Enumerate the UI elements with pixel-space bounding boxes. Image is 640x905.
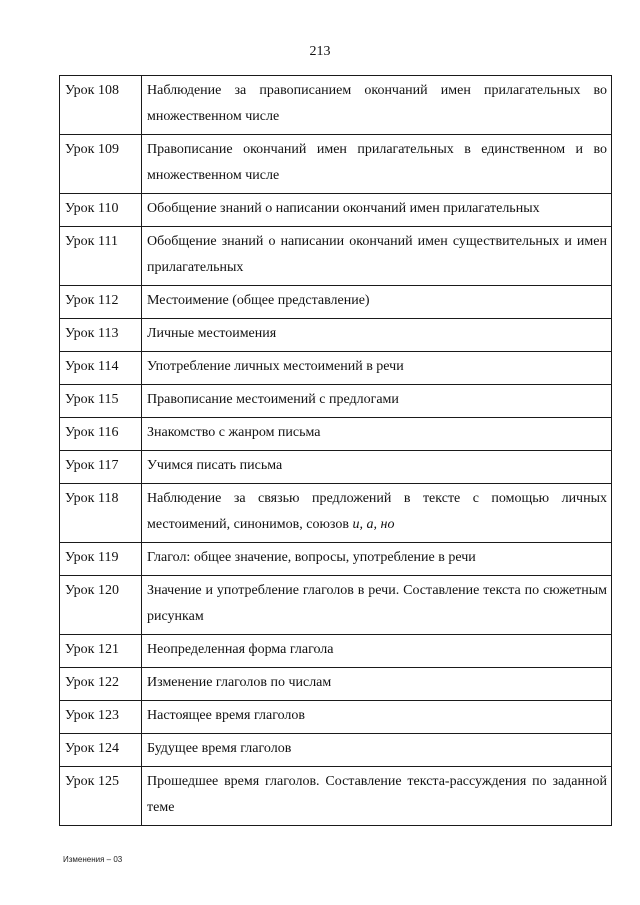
table-row <box>60 635 612 668</box>
lesson-number: Урок 121 <box>60 635 142 668</box>
table-row <box>60 194 612 227</box>
lesson-number: Урок 124 <box>60 734 142 767</box>
lesson-number: Урок 115 <box>60 385 142 418</box>
table-row <box>60 227 612 286</box>
lesson-topic: Личные местоимения <box>142 319 612 352</box>
lesson-number: Урок 111 <box>60 227 142 286</box>
lesson-number: Урок 110 <box>60 194 142 227</box>
table-row <box>60 668 612 701</box>
lesson-topic <box>142 484 612 543</box>
lesson-number: Урок 122 <box>60 668 142 701</box>
table-row <box>60 484 612 543</box>
lesson-topic: Изменение глаголов по числам <box>142 668 612 701</box>
lesson-number: Урок 108 <box>60 76 142 135</box>
table-row <box>60 767 612 826</box>
table-row <box>60 418 612 451</box>
table-row <box>60 576 612 635</box>
footer-revision: Изменения – 03 <box>63 855 123 864</box>
lesson-topic: Употребление личных местоимений в речи <box>142 352 612 385</box>
lesson-number: Урок 118 <box>60 484 142 543</box>
lesson-number: Урок 119 <box>60 543 142 576</box>
lesson-topic: Прошедшее время глаголов. Составление текста-рассуждения по заданной теме <box>142 767 612 826</box>
lesson-topic: Настоящее время глаголов <box>142 701 612 734</box>
lesson-number: Урок 123 <box>60 701 142 734</box>
table-row <box>60 352 612 385</box>
page-number: 213 <box>309 44 331 59</box>
lessons-table <box>59 75 612 826</box>
table-row <box>60 319 612 352</box>
lesson-number: Урок 116 <box>60 418 142 451</box>
table-row <box>60 135 612 194</box>
table-row <box>60 286 612 319</box>
lesson-topic: Глагол: общее значение, вопросы, употребление в речи <box>142 543 612 576</box>
table-row <box>60 543 612 576</box>
lesson-topic-italic: и, а, но <box>352 517 395 532</box>
lesson-topic: Обобщение знаний о написании окончаний имен существительных и имен прилагательных <box>142 227 612 286</box>
table-row <box>60 734 612 767</box>
lesson-topic-text: Наблюдение за связью предложений в тексте с помощью личных местоимений, синонимов, союзов <box>147 491 607 532</box>
lesson-number: Урок 114 <box>60 352 142 385</box>
lesson-number: Урок 113 <box>60 319 142 352</box>
lesson-topic: Будущее время глаголов <box>142 734 612 767</box>
table-row <box>60 385 612 418</box>
table-row <box>60 76 612 135</box>
lesson-topic: Наблюдение за правописанием окончаний имен прилагательных во множественном числе <box>142 76 612 135</box>
lesson-topic: Значение и употребление глаголов в речи. Составление текста по сюжетным рисункам <box>142 576 612 635</box>
table-row <box>60 701 612 734</box>
lesson-topic: Учимся писать письма <box>142 451 612 484</box>
lesson-topic: Местоимение (общее представление) <box>142 286 612 319</box>
lesson-number: Урок 125 <box>60 767 142 826</box>
lesson-number: Урок 117 <box>60 451 142 484</box>
lesson-topic: Правописание окончаний имен прилагательных в единственном и во множественном числе <box>142 135 612 194</box>
lesson-number: Урок 112 <box>60 286 142 319</box>
table-row <box>60 451 612 484</box>
lesson-topic: Правописание местоимений с предлогами <box>142 385 612 418</box>
lesson-topic: Неопределенная форма глагола <box>142 635 612 668</box>
lesson-number: Урок 120 <box>60 576 142 635</box>
lesson-topic: Обобщение знаний о написании окончаний имен прилагательных <box>142 194 612 227</box>
lesson-topic: Знакомство с жанром письма <box>142 418 612 451</box>
lesson-number: Урок 109 <box>60 135 142 194</box>
